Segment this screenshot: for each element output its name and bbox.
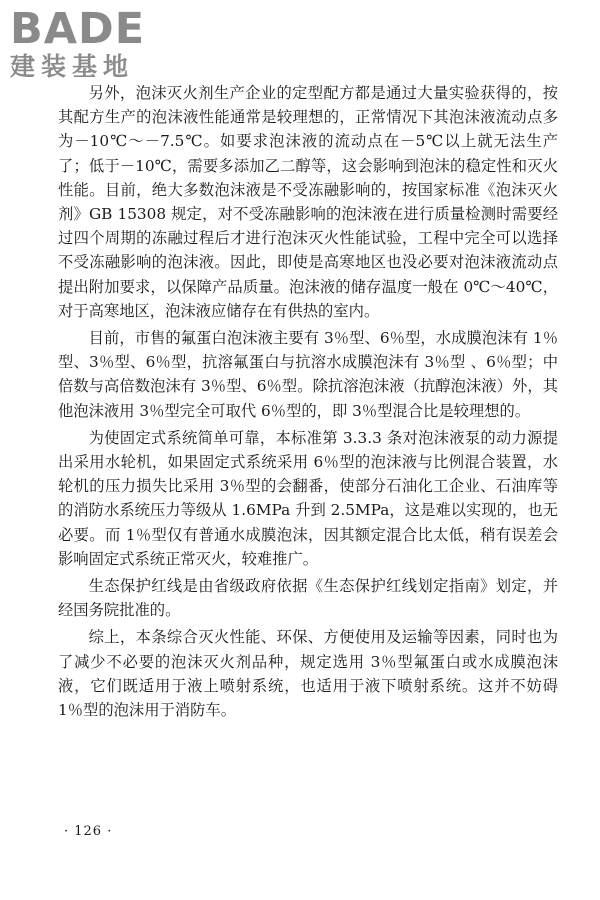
brand-logo (10, 6, 185, 86)
document-body (58, 81, 558, 722)
page-number: · 126 · (64, 824, 113, 839)
paragraph-foam-types: 目前，市售的氟蛋白泡沫液主要有 3％型、6％型，水成膜泡沫有 1％型、3％型、6％型，抗溶氟蛋白与抗溶水成膜泡沫有 3％型 、6％型；中倍数与高倍数泡沫有 3％型、6％型。除抗溶泡沫液（抗醇泡沫液）外，其他泡沫液用 3％型完全可取代 6％型的，即 3％型混合比是较理想的。 (58, 329, 558, 420)
paragraph-fixed-system: 为使固定式系统简单可靠，本标准第 3.3.3 条对泡沫液泵的动力源提出采用水轮机，如果固定式系统采用 6％型的泡沫液与比例混合装置，水轮机的压力损失比采用 3％型的会翻番，使部分石油化工企业、石油库等的消防水系统压力等级从 1.6MPa 升到 2.5MPa，这是难以实现的，也无必要。而 1％型仅有普通水成膜泡沫，因其额定混合比太低，稍有误差会影响固定式系统正常灭火，较难推广。 (58, 428, 558, 568)
logo-subtitle: 建装基地 (10, 52, 135, 81)
paragraph-eco-redline: 生态保护红线是由省级政府依据《生态保护红线划定指南》划定，并经国务院批准的。 (58, 577, 558, 620)
paragraph-conclusion: 综上，本条综合灭火性能、环保、方便使用及运输等因素，同时也为了减少不必要的泡沫灭火剂品种，规定选用 3％型氟蛋白或水成膜泡沫液，它们既适用于液上喷射系统，也适用于液下喷射系统。这并不妨碍 1％型的泡沫用于消防车。 (58, 628, 558, 720)
logo-wordmark: BADE (10, 4, 146, 54)
paragraph-freeze-point: 另外，泡沫灭火剂生产企业的定型配方都是通过大量实验获得的，按其配方生产的泡沫液性能通常是较理想的，正常情况下其泡沫液流动点多为－10℃～－7.5℃。如要求泡沫液的流动点在－5℃以上就无法生产了；低于－10℃，需要多添加乙二醇等，这会影响到泡沫的稳定性和灭火性能。目前，绝大多数泡沫液是不受冻融影响的，按国家标准《泡沫灭火剂》GB 15308 规定，对不受冻融影响的泡沫液在进行质量检测时需要经过四个周期的冻融过程后才进行泡沫灭火性能试验，工程中完全可以选择不受冻融影响的泡沫液。因此，即使是高寒地区也没必要对泡沫液流动点提出附加要求，以保障产品质量。泡沫液的储存温度一般在 0℃～40℃，对于高寒地区，泡沫液应储存在有供热的室内。 (58, 84, 558, 320)
